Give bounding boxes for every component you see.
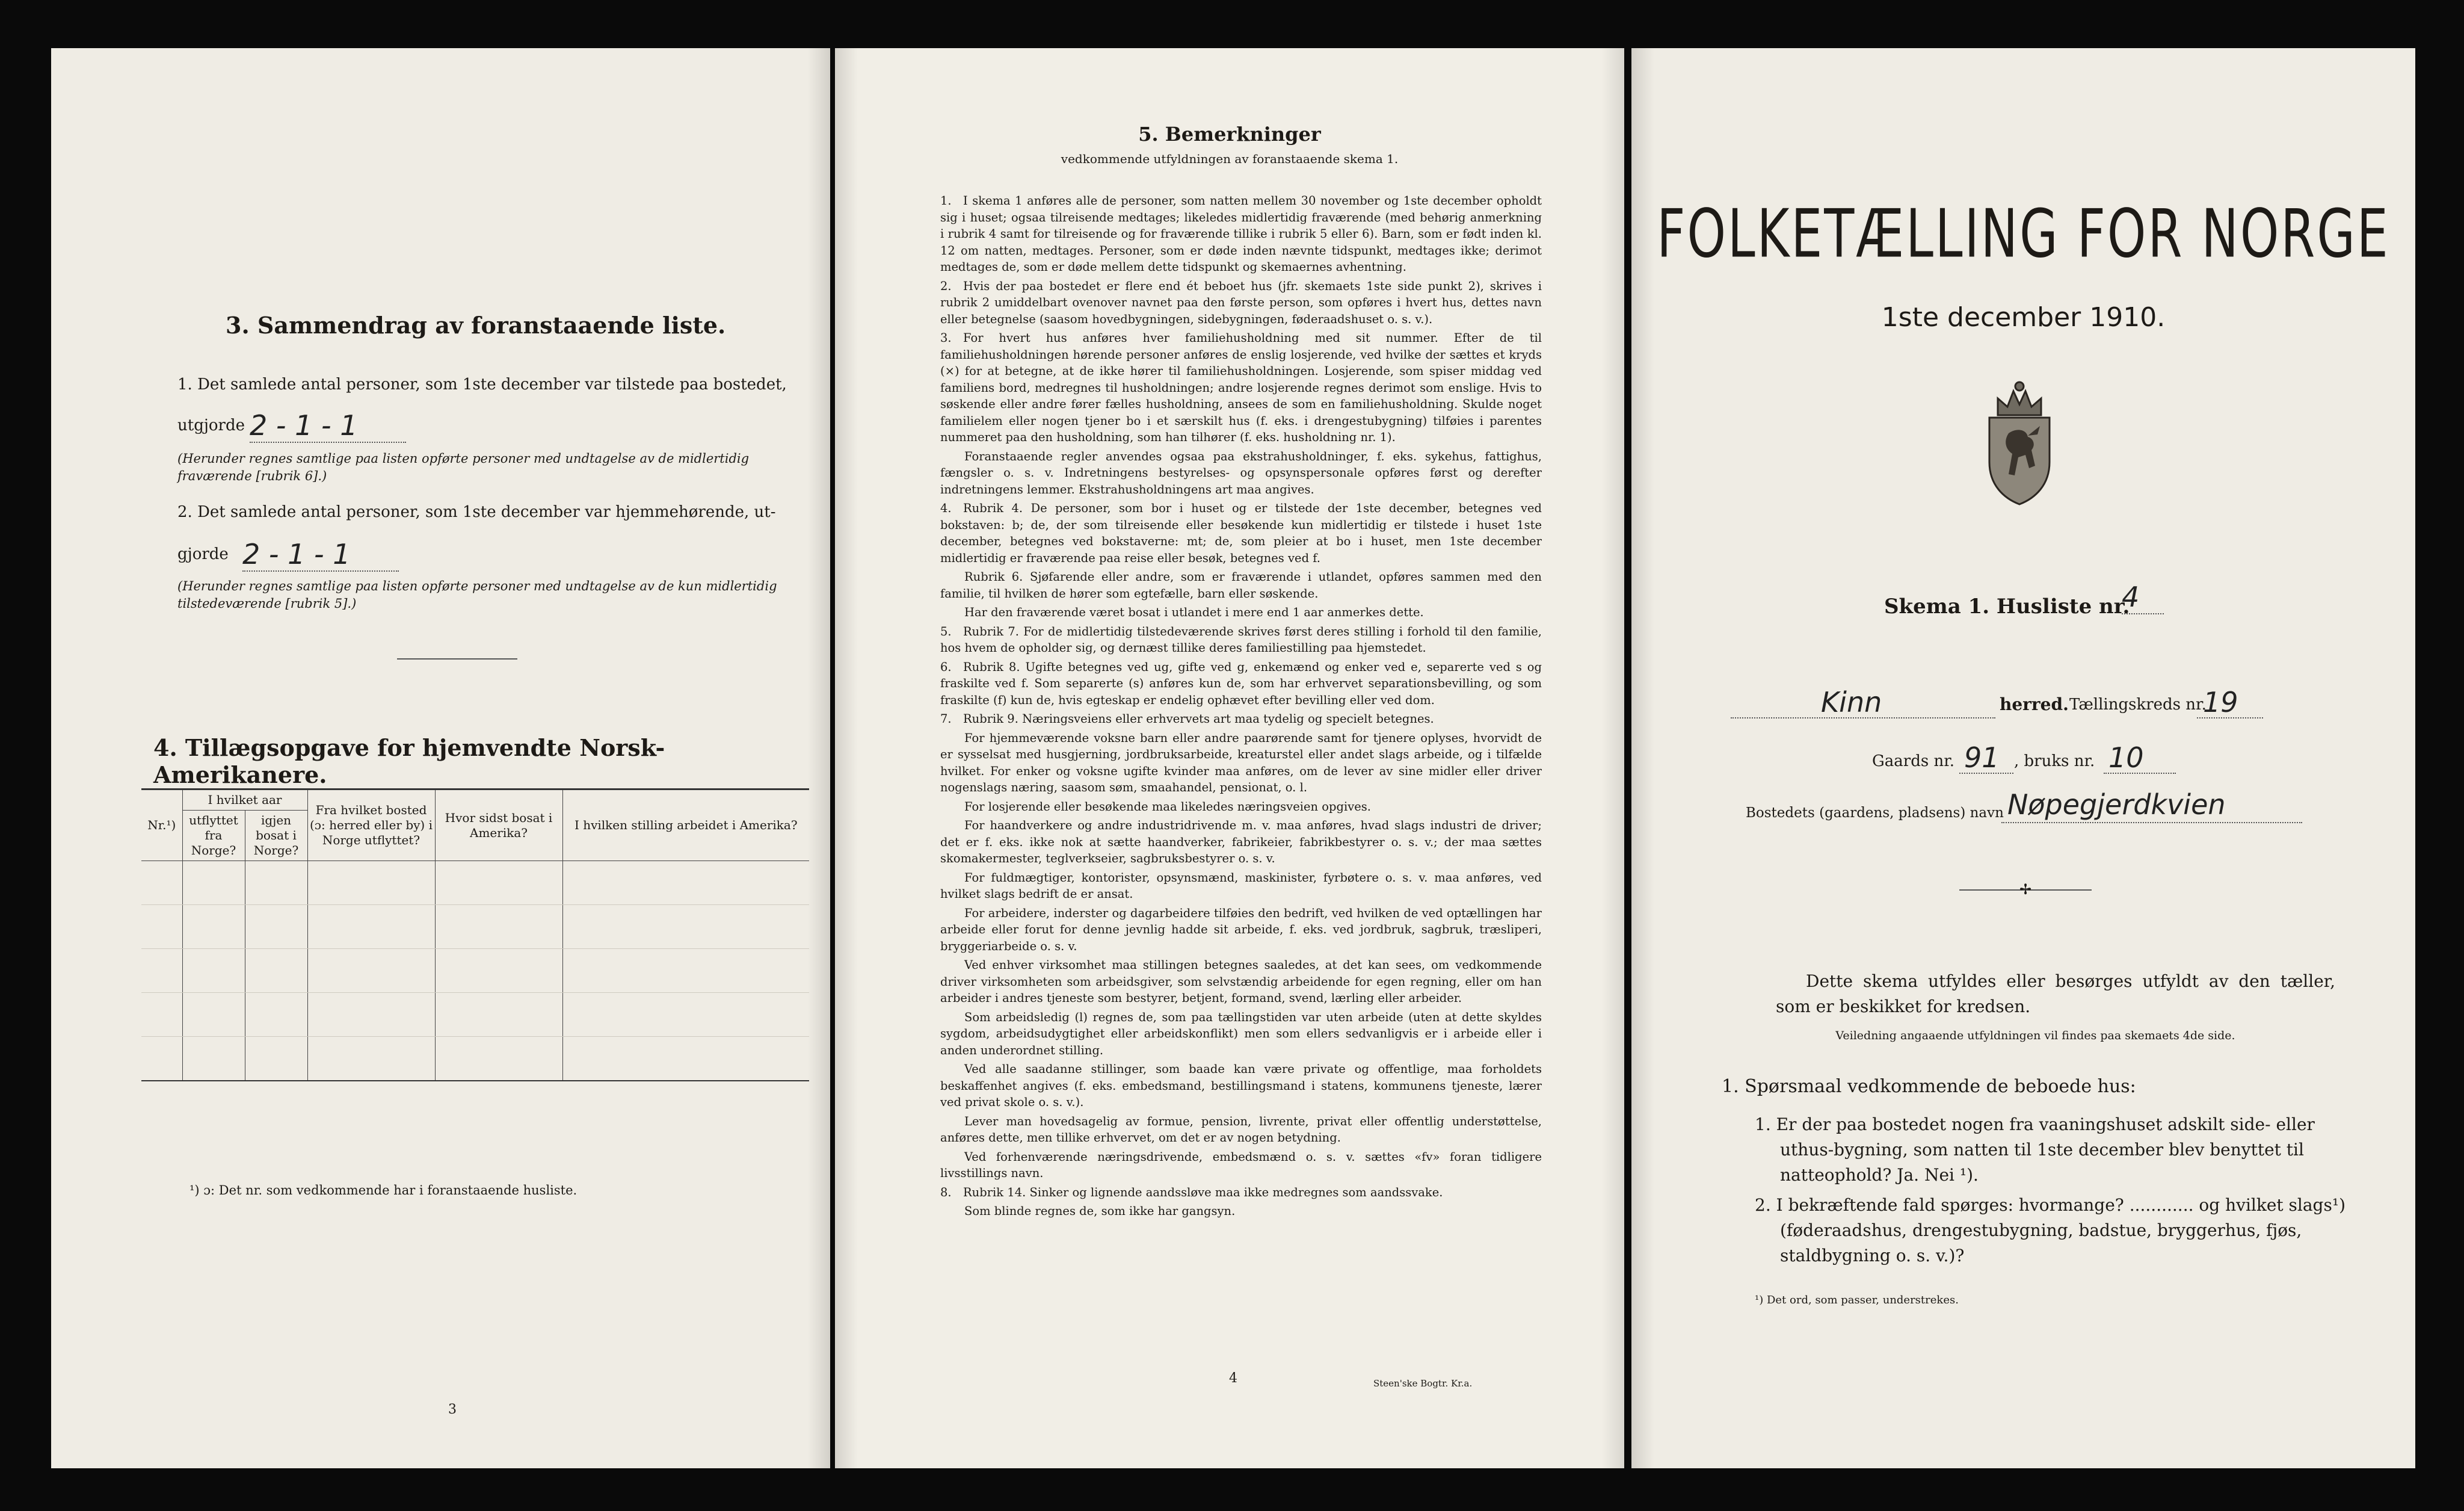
remark-number: 2. xyxy=(940,279,952,293)
census-date: 1ste december 1910. xyxy=(1881,302,2166,333)
krets-field[interactable] xyxy=(2197,686,2263,718)
remark-text: Foranstaaende regler anvendes ogsaa paa ekstrahusholdninger, f. eks. sykehus, fattighus, fængsler o. s. v. Indretningens bestyrelses- og opsynspersonale opføres først og derefter indretningens lemmer. Ekstrahusholdningens art maa angives. xyxy=(940,449,1542,496)
gaards-field[interactable] xyxy=(1959,741,2013,774)
remark-number: 4. xyxy=(940,501,952,515)
cell[interactable] xyxy=(307,1037,435,1081)
cell[interactable] xyxy=(182,861,245,905)
cell[interactable] xyxy=(182,1037,245,1081)
remark-paragraph xyxy=(940,905,1542,955)
item-2-value: 2 - 1 - 1 xyxy=(242,538,351,570)
page-fold-shadow xyxy=(835,48,858,1468)
question-2: 2. I bekræftende fald spørges: hvormange? ............ og hvilket slags¹) (føderaadshus, drengestubygning, badstue, bryggerhus, fjøs, staldbygning o. s. v.)? xyxy=(1755,1195,2345,1265)
cell[interactable] xyxy=(245,1037,307,1081)
bruks-label: , bruks nr. xyxy=(2014,752,2095,770)
cell[interactable] xyxy=(141,949,182,993)
col-igjen: igjen bosat i Norge? xyxy=(245,811,307,861)
cell[interactable] xyxy=(245,993,307,1037)
remark-text: For fuldmægtiger, kontorister, opsynsmænd, maskinister, fyrbøtere o. s. v. maa anføres, ved hvilket slags bedrift de er ansat. xyxy=(940,870,1542,901)
remark-paragraph xyxy=(940,623,1542,657)
gaards-value: 91 xyxy=(1964,741,2000,774)
item-2-field[interactable] xyxy=(242,538,399,572)
cell[interactable] xyxy=(245,861,307,905)
col-group-year: I hvilket aar xyxy=(182,789,307,811)
remark-paragraph xyxy=(940,799,1542,815)
item-1-text: 1. Det samlede antal personer, som 1ste december var tilstede paa bostedet, xyxy=(177,375,787,394)
bosted-label: Bostedets (gaardens, pladsens) navn xyxy=(1746,805,2004,821)
krets-label: Tællingskreds nr. xyxy=(2069,696,2207,714)
remark-paragraph xyxy=(940,1149,1542,1182)
gaards-label: Gaards nr. xyxy=(1872,752,1955,770)
item-1-note: (Herunder regnes samtlige paa listen opførte personer med undtagelse av de midlertidig fraværende [rubrik 6].) xyxy=(177,451,750,483)
remark-paragraph xyxy=(940,1203,1542,1220)
remark-text: Rubrik 14. Sinker og lignende aandssløve maa ikke medregnes som aandssvake. xyxy=(963,1185,1443,1199)
remark-paragraph xyxy=(940,957,1542,1007)
remarks-title: 5. Bemerkninger xyxy=(1138,123,1321,146)
remark-paragraph xyxy=(940,1061,1542,1111)
remark-paragraph xyxy=(940,193,1542,276)
intro-text: Dette skema utfyldes eller besørges utfyldt av den tæller, som er beskikket for kredsen. xyxy=(1776,971,2335,1016)
remark-paragraph xyxy=(940,330,1542,446)
footnote: ¹) ɔ: Det nr. som vedkommende har i foranstaaende husliste. xyxy=(189,1183,578,1197)
remark-text: Rubrik 8. Ugifte betegnes ved ug, gifte ved g, enkemænd og enker ved e, separerte ved s og fraskilte ved f. Som separerte (s) anføres kun de, som har erhvervet separationsbevilling, og som fraskilte (f) kun de, hvis egteskap er endelig ophævet efter bevilling eller ved dom. xyxy=(940,660,1542,707)
remark-text: Hvis der paa bostedet er flere end ét beboet hus (jfr. skemaets 1ste side punkt 2), skrives i rubrik 2 umiddelbart ovenover navnet paa den første person, som opføres i hvert hus, dettes navn eller betegnelse (saasom hovedbygningen, sidebygningen, føderaadshuset o. s. v.). xyxy=(940,279,1542,326)
cell[interactable] xyxy=(435,905,562,949)
remark-text: Rubrik 7. For de midlertidig tilstedeværende skrives først deres stilling i forhold til den familie, hos hvem de opholder sig, og dernæst tillike deres familiestilling paa hjemstedet. xyxy=(940,624,1542,655)
remark-paragraph xyxy=(940,659,1542,709)
remark-text: For losjerende eller besøkende maa likeledes næringsveien opgives. xyxy=(964,799,1371,814)
printer-mark: Steen'ske Bogtr. Kr.a. xyxy=(1373,1378,1473,1389)
cell[interactable] xyxy=(435,1037,562,1081)
remark-paragraph xyxy=(940,870,1542,903)
cell[interactable] xyxy=(307,949,435,993)
table-row xyxy=(141,861,809,905)
page-fold-shadow xyxy=(1601,48,1624,1468)
bosted-field[interactable] xyxy=(2001,788,2302,823)
section-3-title: 3. Sammendrag av foranstaaende liste. xyxy=(226,312,726,339)
remark-paragraph xyxy=(940,448,1542,498)
remark-text: For arbeidere, inderster og dagarbeidere tilføies den bedrift, ved hvilken de ved optællingen har arbeide eller forut for denne jevnlig hadde sit arbeide, f. eks. ved jordbruk, sagbruk, træsliperi, bryggeriarbeide o. s. v. xyxy=(940,906,1542,953)
remark-text: Rubrik 4. De personer, som bor i huset og er tilstede der 1ste december, betegnes ved bokstaven: b; de, der som tilreisende eller besøkende kun midlertidig er tilstede i huset 1ste december, betegnes ved bokstaverne: mt; de, som pleier at bo i huset, men 1ste december midlertidig er fraværende paa reise eller besøk, betegnes ved f. xyxy=(940,501,1542,565)
table-row xyxy=(141,905,809,949)
remark-paragraph xyxy=(940,604,1542,621)
section-4-title: 4. Tillægsopgave for hjemvendte Norsk-Amerikanere. xyxy=(153,734,665,788)
herred-label: herred. xyxy=(2000,694,2069,714)
col-nr: Nr.¹) xyxy=(141,789,182,861)
table-row xyxy=(141,1037,809,1081)
cell[interactable] xyxy=(141,905,182,949)
page-number: 4 xyxy=(1229,1371,1237,1386)
herred-field[interactable] xyxy=(1731,686,1995,718)
question-title: 1. Spørsmaal vedkommende de beboede hus: xyxy=(1722,1076,2136,1097)
remarks-subtitle: vedkommende utfyldningen av foranstaaende skema 1. xyxy=(1061,152,1399,166)
schema-label: Skema 1. Husliste nr. xyxy=(1884,595,2130,619)
coat-of-arms-icon xyxy=(1977,378,2062,507)
cover-page xyxy=(1631,48,2415,1468)
col-fra: Fra hvilket bosted (ɔ: herred eller by) i Norge utflyttet? xyxy=(307,789,435,861)
page-number: 3 xyxy=(448,1402,457,1417)
cell[interactable] xyxy=(245,905,307,949)
bruks-field[interactable] xyxy=(2104,741,2176,774)
remark-paragraph xyxy=(940,1184,1542,1201)
cell[interactable] xyxy=(562,949,809,993)
remark-paragraph xyxy=(940,711,1542,728)
item-2-note: (Herunder regnes samtlige paa listen opførte personer med undtagelse av de kun midlertidig tilstedeværende [rubrik 5].) xyxy=(177,579,777,611)
cell[interactable] xyxy=(141,993,182,1037)
remark-paragraph xyxy=(940,500,1542,566)
cell[interactable] xyxy=(435,993,562,1037)
remark-text: Ved enhver virksomhet maa stillingen betegnes saaledes, at det kan sees, om vedkommende driver virksomheten som arbeidsgiver, som selvstændig arbeidende for egen regning, eller om han arbeider i andres tjeneste som bestyrer, betjent, formand, svend, lærling eller arbeider. xyxy=(940,958,1542,1005)
remark-text: Har den fraværende været bosat i utlandet i mere end 1 aar anmerkes dette. xyxy=(964,605,1424,619)
remark-number: 8. xyxy=(940,1185,952,1199)
remark-text: Som blinde regnes de, som ikke har gangsyn. xyxy=(964,1204,1236,1218)
cell[interactable] xyxy=(307,905,435,949)
cell[interactable] xyxy=(182,993,245,1037)
ornament-icon: ✢ xyxy=(2019,881,2032,898)
cell[interactable] xyxy=(245,949,307,993)
cell[interactable] xyxy=(562,1037,809,1081)
item-1-label: utgjorde xyxy=(177,416,245,434)
remark-number: 3. xyxy=(940,331,952,345)
husliste-nr-field[interactable] xyxy=(2122,581,2164,614)
cell[interactable] xyxy=(435,861,562,905)
guide-text: Veiledning angaaende utfyldningen vil findes paa skemaets 4de side. xyxy=(1835,1029,2235,1042)
page-3 xyxy=(51,48,830,1468)
cell[interactable] xyxy=(307,993,435,1037)
cell[interactable] xyxy=(141,1037,182,1081)
remark-paragraph xyxy=(940,278,1542,328)
remark-paragraph xyxy=(940,817,1542,867)
remark-text: For haandverkere og andre industridrivende m. v. maa anføres, hvad slags industri de driver; det er f. eks. ikke nok at sætte haandverker, fabrikeier, fabrikbestyrer o. s. v.; der maa sættes skomakermester, teglverkseier, sagbruksbestyrer o. s. v. xyxy=(940,818,1542,865)
remark-paragraph xyxy=(940,1009,1542,1059)
item-1-value: 2 - 1 - 1 xyxy=(250,409,358,442)
cover-footnote: ¹) Det ord, som passer, understrekes. xyxy=(1755,1294,1959,1306)
remark-text: Ved alle saadanne stillinger, som baade kan være private og offentlige, maa forholdets beskaffenhet angives (f. eks. embedsmand, bestillingsmand i statens, kommunens tjeneste, lærer ved privat skole o. s. v.). xyxy=(940,1062,1542,1109)
question-1: 1. Er der paa bostedet nogen fra vaaningshuset adskilt side- eller uthus-bygning, som natten til 1ste december blev benyttet til natteophold? Ja. Nei ¹). xyxy=(1755,1114,2315,1185)
remark-paragraph xyxy=(940,730,1542,796)
remarks-list xyxy=(940,193,1542,1222)
col-hvor: Hvor sidst bosat i Amerika? xyxy=(435,789,562,861)
item-1-field[interactable] xyxy=(250,409,406,443)
remark-number: 7. xyxy=(940,712,952,726)
col-utflyttet: utflyttet fra Norge? xyxy=(182,811,245,861)
remark-text: Lever man hovedsagelig av formue, pension, livrente, privat eller offentlig understøttelse, anføres dette, men tillike erhvervet, om det er av nogen betydning. xyxy=(940,1114,1542,1145)
cell[interactable] xyxy=(182,905,245,949)
cell[interactable] xyxy=(182,949,245,993)
krets-value: 19 xyxy=(2203,686,2238,718)
remark-text: Som arbeidsledig (l) regnes de, som paa tællingstiden var uten arbeide (uten at dette skyldes sygdom, arbeidsudygtighet eller arbeidskonflikt) men som ellers sedvanligvis er i arbeide eller i anden underordnet stilling. xyxy=(940,1010,1542,1057)
remark-text: Ved forhenværende næringsdrivende, embedsmænd o. s. v. sættes «fv» foran tidligere livsstillings navn. xyxy=(940,1149,1542,1180)
col-stilling: I hvilken stilling arbeidet i Amerika? xyxy=(562,789,809,861)
herred-value: Kinn xyxy=(1821,686,1882,718)
table-row xyxy=(141,993,809,1037)
cell[interactable] xyxy=(141,861,182,905)
remark-text: Rubrik 9. Næringsveiens eller erhvervets art maa tydelig og specielt betegnes. xyxy=(963,712,1434,726)
remark-text: I skema 1 anføres alle de personer, som natten mellem 30 november og 1ste december opholdt sig i huset; ogsaa tilreisende medtages; likeledes midlertidig fraværende (med behørig anmerkning i rubrik 4 samt for tilreisende og for fraværende tillike i rubrik 5 eller 6). Barn, som er født inden kl. 12 om natten, medtages. Personer, som er døde inden nævnte tidspunkt, medtages ikke; derimot medtages de, som er døde mellem dette tidspunkt og skemaernes avhentning. xyxy=(940,194,1542,274)
item-2-label: gjorde xyxy=(177,545,229,563)
item-2-text: 2. Det samlede antal personer, som 1ste december var hjemmehørende, ut- xyxy=(177,503,776,521)
remark-number: 5. xyxy=(940,624,952,638)
husliste-nr-value: 4 xyxy=(2122,581,2140,613)
cell[interactable] xyxy=(562,861,809,905)
table-row xyxy=(141,949,809,993)
cell[interactable] xyxy=(562,905,809,949)
remark-number: 1. xyxy=(940,194,952,208)
cell[interactable] xyxy=(562,993,809,1037)
remark-paragraph xyxy=(940,569,1542,602)
page-4 xyxy=(835,48,1624,1468)
remark-text: For hvert hus anføres hver familiehusholdning med sit nummer. Efter de til familiehusholdningen hørende personer anføres de enslig losjerende, ved hvilke der sættes et kryds (×) for at betegne, at de ikke hører til familiehusholdningen. Losjerende, som spiser middag ved familiens bord, medregnes til husholdningen; andre losjerende regnes derimot som enslige. Hvis to søskende eller andre fører fælles husholdning, ansees de som en familiehusholdning. Skulde noget familielem eller nogen tjener bo i et særskilt hus (f. eks. i drengestubygning) tilføies i parentes nummeret paa den husholdning, som han tilhører (f. eks. husholdning nr. 1). xyxy=(940,331,1542,444)
bruks-value: 10 xyxy=(2108,741,2144,774)
cell[interactable] xyxy=(307,861,435,905)
separator-rule xyxy=(397,658,517,660)
census-title: FOLKETÆLLING FOR NORGE xyxy=(1657,196,2390,273)
cell[interactable] xyxy=(435,949,562,993)
remark-paragraph xyxy=(940,1113,1542,1146)
remark-text: Rubrik 6. Sjøfarende eller andre, som er fraværende i utlandet, opføres sammen med den familie, til hvilken de hører som egtefælle, barn eller søskende. xyxy=(940,570,1542,601)
norsk-amerikanere-table xyxy=(141,788,809,1081)
bosted-value: Nøpegjerdkvien xyxy=(2007,788,2226,821)
remark-number: 6. xyxy=(940,660,952,674)
remark-text: For hjemmeværende voksne barn eller andre paarørende samt for tjenere oplyses, hvorvidt de er sysselsat med husgjerning, jordbruksarbeide, kreaturstel eller andet slags arbeide, og i tilfælde hvilket. For enker og voksne ugifte kvinder maa anføres, om de lever av sine midler eller driver nogenslags næring, saasom søm, smaahandel, pensionat, o. l. xyxy=(940,731,1542,794)
